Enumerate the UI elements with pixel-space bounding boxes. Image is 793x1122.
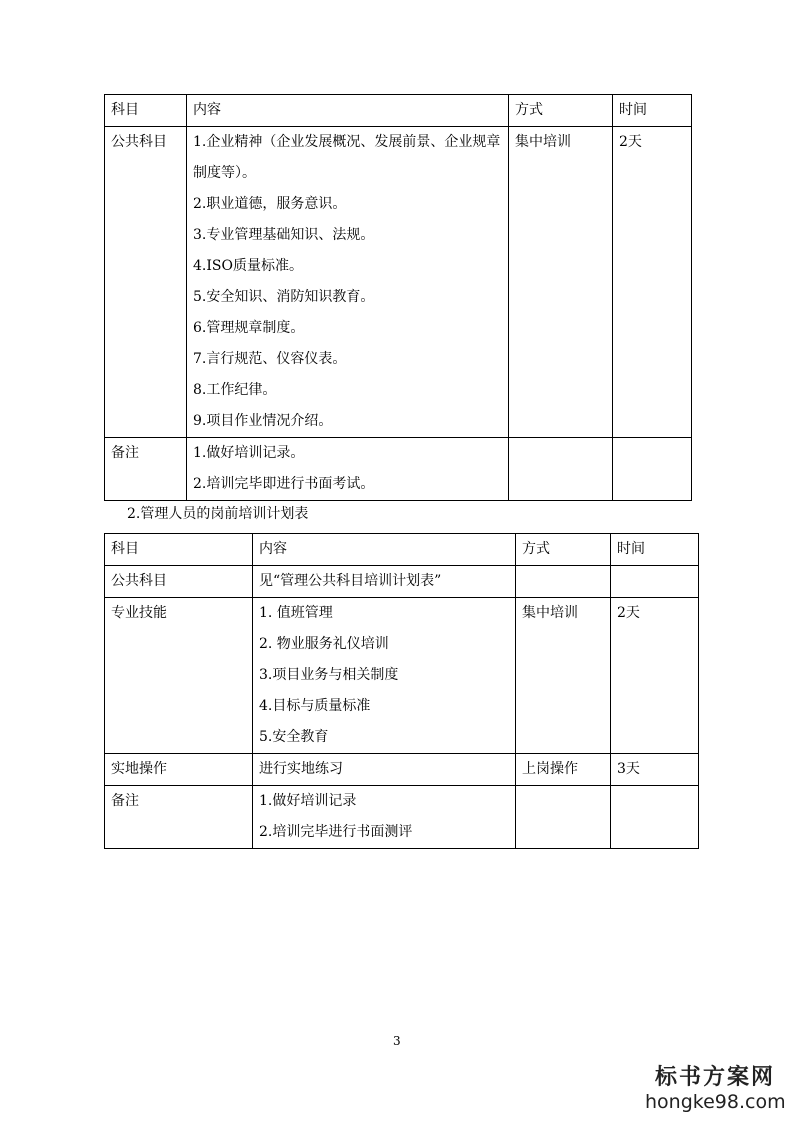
header-cell: 科目 xyxy=(105,95,187,127)
table-row xyxy=(105,786,699,849)
table-row xyxy=(105,754,699,786)
subject-cell: 专业技能 xyxy=(105,598,253,754)
subject-cell: 实地操作 xyxy=(105,754,253,786)
table-row xyxy=(105,127,692,438)
header-cell: 方式 xyxy=(509,95,613,127)
content-line: 4.ISO质量标准。 xyxy=(193,258,303,274)
content-line: 7.言行规范、仪容仪表。 xyxy=(193,351,347,367)
training-table-2 xyxy=(104,533,699,849)
content-line: 5.安全教育 xyxy=(259,729,329,745)
content-line: 见“管理公共科目培训计划表” xyxy=(259,573,442,589)
header-cell: 内容 xyxy=(187,95,509,127)
content-cell xyxy=(253,786,516,849)
subject-cell: 备注 xyxy=(105,786,253,849)
time-cell: 2天 xyxy=(611,598,699,754)
content-cell xyxy=(253,598,516,754)
content-line: 5.安全知识、消防知识教育。 xyxy=(193,289,375,305)
table-row xyxy=(105,438,692,501)
content-line: 1.做好培训记录。 xyxy=(193,445,305,461)
time-cell: 2天 xyxy=(613,127,692,438)
content-line: 1.企业精神（企业发展概况、发展前景、企业规章制度等）。 xyxy=(193,134,501,181)
table-caption: 2.管理人员的岗前培训计划表 xyxy=(127,506,309,522)
content-line: 进行实地练习 xyxy=(259,761,343,777)
method-cell xyxy=(516,566,611,598)
method-cell xyxy=(516,786,611,849)
content-cell xyxy=(187,438,509,501)
method-cell: 集中培训 xyxy=(516,598,611,754)
watermark-logo xyxy=(645,1064,785,1114)
watermark-title: 标书方案网 xyxy=(654,1064,775,1090)
time-cell xyxy=(611,566,699,598)
table-row xyxy=(105,566,699,598)
time-cell xyxy=(613,438,692,501)
method-cell: 上岗操作 xyxy=(516,754,611,786)
content-line: 2.职业道德，服务意识。 xyxy=(193,196,347,212)
table-row xyxy=(105,598,699,754)
header-cell: 时间 xyxy=(613,95,692,127)
header-cell: 内容 xyxy=(253,534,516,566)
header-cell: 科目 xyxy=(105,534,253,566)
watermark-url: hongke98.com xyxy=(645,1091,786,1113)
content-line: 8.工作纪律。 xyxy=(193,382,277,398)
content-line: 2.培训完毕进行书面测评 xyxy=(259,824,413,840)
time-cell xyxy=(611,786,699,849)
content-line: 3.项目业务与相关制度 xyxy=(259,667,399,683)
header-cell: 方式 xyxy=(516,534,611,566)
table-header-row xyxy=(105,534,699,566)
content-line: 9.项目作业情况介绍。 xyxy=(193,413,333,429)
subject-cell: 备注 xyxy=(105,438,187,501)
content-line: 1.做好培训记录 xyxy=(259,793,357,809)
subject-cell: 公共科目 xyxy=(105,127,187,438)
content-cell xyxy=(253,566,516,598)
content-line: 3.专业管理基础知识、法规。 xyxy=(193,227,375,243)
subject-cell: 公共科目 xyxy=(105,566,253,598)
table-header-row xyxy=(105,95,692,127)
header-cell: 时间 xyxy=(611,534,699,566)
content-cell xyxy=(253,754,516,786)
training-table-1 xyxy=(104,94,692,501)
content-line: 1. 值班管理 xyxy=(259,605,333,621)
method-cell xyxy=(509,438,613,501)
method-cell: 集中培训 xyxy=(509,127,613,438)
content-line: 2. 物业服务礼仪培训 xyxy=(259,636,389,652)
time-cell: 3天 xyxy=(611,754,699,786)
content-cell xyxy=(187,127,509,438)
page-number: 3 xyxy=(393,1034,401,1048)
content-line: 2.培训完毕即进行书面考试。 xyxy=(193,476,375,492)
content-line: 4.目标与质量标准 xyxy=(259,698,371,714)
content-line: 6.管理规章制度。 xyxy=(193,320,305,336)
